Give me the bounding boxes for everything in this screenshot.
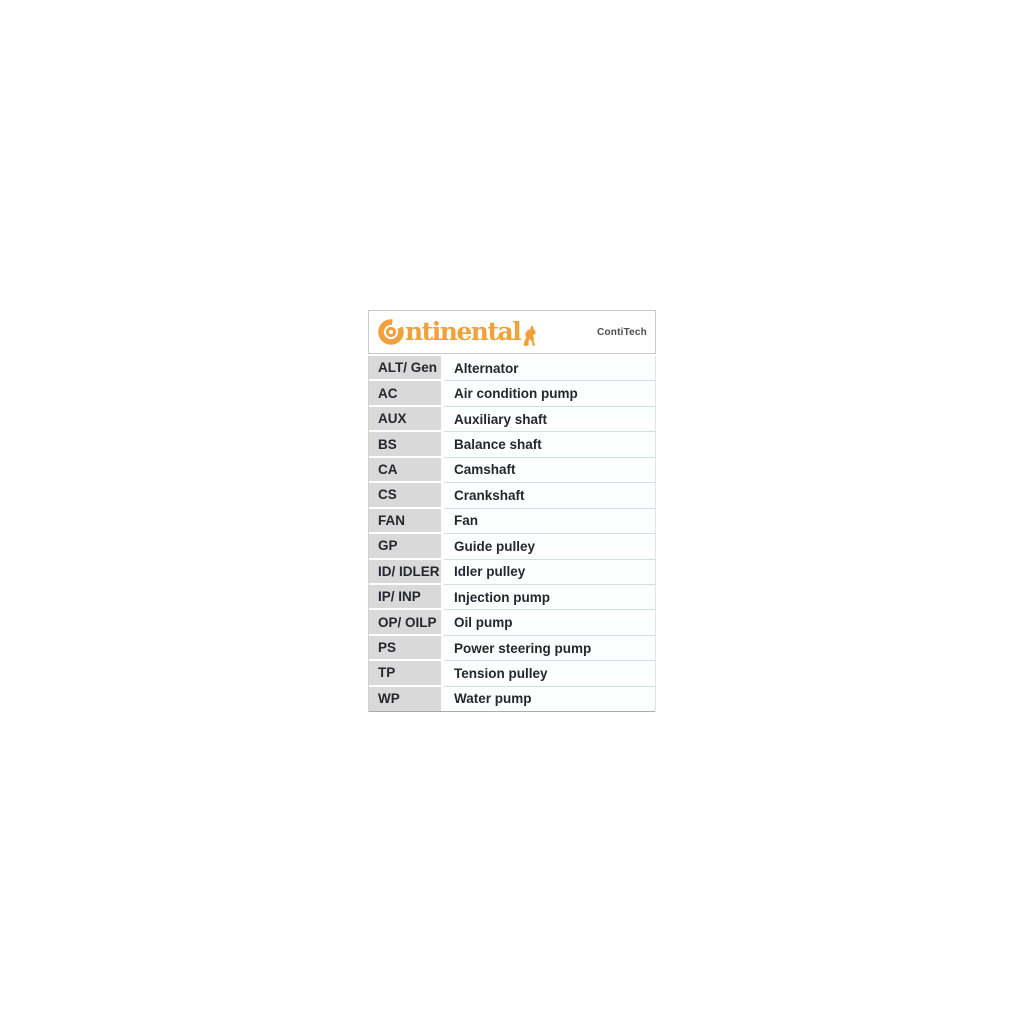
brand-wordmark: ntinental [405,316,521,346]
abbr-cell: BS [369,432,441,457]
contitech-label: ContiTech [597,326,647,338]
label-cell: Air condition pump [444,381,655,406]
abbr-cell: WP [369,687,441,712]
continental-logo [378,316,538,346]
abbr-cell: PS [369,636,441,661]
abbr-cell: AC [369,381,441,406]
abbr-cell: GP [369,534,441,559]
legend-row [369,585,655,610]
continental-c-icon [378,319,404,345]
legend-row [369,687,655,712]
legend-row [369,407,655,432]
label-cell: Idler pulley [444,560,655,585]
legend-row [369,560,655,585]
label-cell: Guide pulley [444,534,655,559]
legend-row [369,483,655,508]
legend-row [369,661,655,686]
label-cell: Injection pump [444,585,655,610]
abbr-cell: IP/ INP [369,585,441,610]
label-cell: Camshaft [444,458,655,483]
legend-row [369,509,655,534]
label-cell: Power steering pump [444,636,655,661]
abbr-cell: CA [369,458,441,483]
abbr-cell: AUX [369,407,441,432]
label-cell: Balance shaft [444,432,655,457]
legend-card [368,310,656,712]
label-cell: Tension pulley [444,661,655,686]
legend-row [369,356,655,381]
label-cell: Auxiliary shaft [444,407,655,432]
abbr-cell: ID/ IDLER [369,560,441,585]
abbr-cell: OP/ OILP [369,610,441,635]
legend-row [369,636,655,661]
legend-table [368,356,656,712]
legend-row [369,458,655,483]
legend-row [369,381,655,406]
abbr-cell: CS [369,483,441,508]
label-cell: Crankshaft [444,483,655,508]
legend-row [369,432,655,457]
abbr-cell: TP [369,661,441,686]
label-cell: Alternator [444,356,655,381]
label-cell: Fan [444,509,655,534]
label-cell: Water pump [444,687,655,712]
legend-row [369,610,655,635]
legend-row [369,534,655,559]
label-cell: Oil pump [444,610,655,635]
brand-header [368,310,656,354]
continental-horse-icon [521,324,538,347]
abbr-cell: ALT/ Gen [369,356,441,381]
abbr-cell: FAN [369,509,441,534]
